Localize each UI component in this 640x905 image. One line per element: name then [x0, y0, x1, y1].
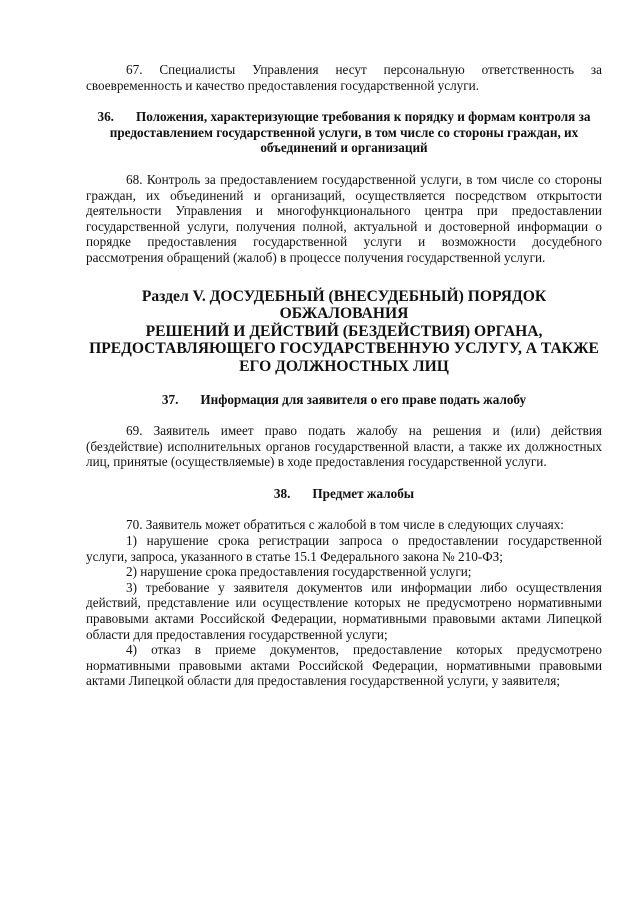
heading-38-number: 38.: [273, 485, 291, 501]
section-5-title-line-1: Раздел V. ДОСУДЕБНЫЙ (ВНЕСУДЕБНЫЙ) ПОРЯДОК ОБЖАЛОВАНИЯ: [141, 287, 547, 323]
paragraph-69: 69. Заявитель имеет право подать жалобу на решения и (или) действия (бездействие) исполнительных органов государственной власти, а также их должностных лиц, принятые (осуществляемые) в ходе предоставления государственной услуги.: [86, 423, 602, 470]
section-5-title: [86, 288, 602, 376]
list-item-1: 1) нарушение срока регистрации запроса о предоставлении государственной услуги, запроса, указанного в статье 15.1 Федерального закона № 210-ФЗ;: [86, 533, 602, 564]
paragraph-68: 68. Контроль за предоставлением государственной услуги, в том числе со стороны граждан, их объединений и организаций, осуществляется посредством открытости деятельности Управления и многофункционального центра при предоставлении государственной услуги, получения полной, актуальной и достоверной информации о порядке предоставления государственной услуги и возможности досудебного рассмотрения обращений (жалоб) в процессе получения государственной услуги.: [86, 171, 602, 265]
heading-37-number: 37.: [161, 391, 179, 407]
heading-36-number: 36.: [97, 109, 114, 125]
paragraph-67: 67. Специалисты Управления несут персональную ответственность за своевременность и качество предоставления государственной услуги.: [86, 62, 602, 93]
heading-36: [86, 109, 602, 156]
list-item-4: 4) отказ в приеме документов, предоставление которых предусмотрено нормативными правовыми актами Российской Федерации, нормативными правовыми актами Липецкой области для предоставления государственной услуги, у заявителя;: [86, 642, 602, 689]
list-item-3: 3) требование у заявителя документов или информации либо осуществления действий, представление или осуществление которых не предусмотрено нормативными правовыми актами Российской Федерации, нормативными правовыми актами Липецкой области для предоставления государственной услуги;: [86, 579, 602, 642]
section-5-title-line-3: ПРЕДОСТАВЛЯЮЩЕГО ГОСУДАРСТВЕННУЮ УСЛУГУ, А ТАКЖЕ: [89, 340, 599, 358]
section-5-title-line-2: РЕШЕНИЙ И ДЕЙСТВИЙ (БЕЗДЕЙСТВИЯ) ОРГАНА,: [145, 322, 543, 340]
heading-36-text: Положения, характеризующие требования к порядку и формам контроля за предоставлением государственной услуги, в том числе со стороны граждан, их объединений и организаций: [109, 109, 591, 156]
section-5-title-line-4: ЕГО ДОЛЖНОСТНЫХ ЛИЦ: [239, 357, 449, 375]
paragraph-70: 70. Заявитель может обратиться с жалобой в том числе в следующих случаях:: [126, 517, 564, 533]
list-item-2: 2) нарушение срока предоставления государственной услуги;: [126, 564, 472, 580]
heading-37-text: Информация для заявителя о его праве подать жалобу: [200, 391, 527, 407]
heading-38-text: Предмет жалобы: [312, 485, 415, 501]
heading-38: [86, 486, 602, 502]
heading-37: [86, 392, 602, 408]
